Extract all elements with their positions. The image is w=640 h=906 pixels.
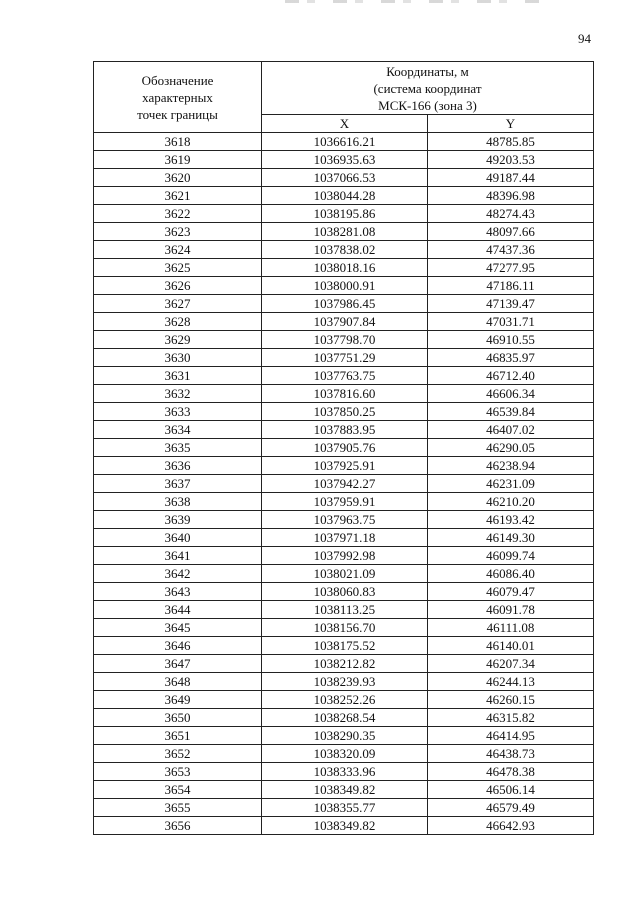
x-coordinate-cell: 1036935.63 xyxy=(262,151,428,169)
coords-header-line: (система координат xyxy=(373,80,482,96)
y-coordinate-cell: 49203.53 xyxy=(428,151,594,169)
y-coordinate-cell: 46140.01 xyxy=(428,637,594,655)
point-id-cell: 3619 xyxy=(94,151,262,169)
y-coordinate-cell: 46910.55 xyxy=(428,331,594,349)
y-coordinate-cell: 47031.71 xyxy=(428,313,594,331)
table-row xyxy=(94,691,594,709)
point-id-cell: 3651 xyxy=(94,727,262,745)
x-coordinate-cell: 1038212.82 xyxy=(262,655,428,673)
y-coordinate-cell: 48396.98 xyxy=(428,187,594,205)
x-coordinate-cell: 1037838.02 xyxy=(262,241,428,259)
table-row xyxy=(94,205,594,223)
y-coordinate-cell: 46210.20 xyxy=(428,493,594,511)
point-id-cell: 3646 xyxy=(94,637,262,655)
point-id-cell: 3644 xyxy=(94,601,262,619)
table-row xyxy=(94,277,594,295)
y-coordinate-cell: 46835.97 xyxy=(428,349,594,367)
table-row xyxy=(94,583,594,601)
point-id-cell: 3634 xyxy=(94,421,262,439)
x-coordinate-cell: 1038239.93 xyxy=(262,673,428,691)
x-coordinate-cell: 1037798.70 xyxy=(262,331,428,349)
x-coordinate-cell: 1037959.91 xyxy=(262,493,428,511)
x-coordinate-cell: 1037751.29 xyxy=(262,349,428,367)
x-coordinate-cell: 1038281.08 xyxy=(262,223,428,241)
table-row xyxy=(94,709,594,727)
point-id-cell: 3626 xyxy=(94,277,262,295)
table-row xyxy=(94,673,594,691)
page-number: 94 xyxy=(578,31,591,46)
y-coordinate-cell: 48785.85 xyxy=(428,133,594,151)
table-row xyxy=(94,133,594,151)
x-coordinate-cell: 1037925.91 xyxy=(262,457,428,475)
y-coordinate-cell: 46231.09 xyxy=(428,475,594,493)
table-row xyxy=(94,421,594,439)
y-coordinate-cell: 48274.43 xyxy=(428,205,594,223)
y-column-header: Y xyxy=(428,115,594,133)
y-coordinate-cell: 46438.73 xyxy=(428,745,594,763)
point-id-cell: 3641 xyxy=(94,547,262,565)
y-coordinate-cell: 46099.74 xyxy=(428,547,594,565)
x-coordinate-cell: 1038195.86 xyxy=(262,205,428,223)
y-coordinate-cell: 46260.15 xyxy=(428,691,594,709)
table-row xyxy=(94,169,594,187)
table-row xyxy=(94,493,594,511)
table-row xyxy=(94,817,594,835)
point-id-cell: 3647 xyxy=(94,655,262,673)
y-coordinate-cell: 46478.38 xyxy=(428,763,594,781)
x-coordinate-cell: 1037816.60 xyxy=(262,385,428,403)
coords-header-line: Координаты, м xyxy=(386,63,469,79)
point-id-cell: 3620 xyxy=(94,169,262,187)
y-coordinate-cell: 46407.02 xyxy=(428,421,594,439)
table-row xyxy=(94,655,594,673)
table-row xyxy=(94,295,594,313)
y-coordinate-cell: 46086.40 xyxy=(428,565,594,583)
point-id-cell: 3638 xyxy=(94,493,262,511)
table-row xyxy=(94,403,594,421)
point-id-cell: 3635 xyxy=(94,439,262,457)
y-coordinate-cell: 46238.94 xyxy=(428,457,594,475)
table-row xyxy=(94,727,594,745)
point-id-cell: 3654 xyxy=(94,781,262,799)
coords-header-line: МСК-166 (зона 3) xyxy=(378,97,477,113)
point-id-cell: 3627 xyxy=(94,295,262,313)
point-id-cell: 3648 xyxy=(94,673,262,691)
y-coordinate-cell: 46193.42 xyxy=(428,511,594,529)
x-coordinate-cell: 1037907.84 xyxy=(262,313,428,331)
x-coordinate-cell: 1037992.98 xyxy=(262,547,428,565)
x-coordinate-cell: 1037942.27 xyxy=(262,475,428,493)
y-coordinate-cell: 46207.34 xyxy=(428,655,594,673)
point-id-cell: 3625 xyxy=(94,259,262,277)
table-row xyxy=(94,151,594,169)
table-row xyxy=(94,529,594,547)
x-coordinate-cell: 1038268.54 xyxy=(262,709,428,727)
y-coordinate-cell: 46244.13 xyxy=(428,673,594,691)
point-header-line: точек границы xyxy=(137,106,218,122)
x-coordinate-cell: 1038000.91 xyxy=(262,277,428,295)
point-id-cell: 3622 xyxy=(94,205,262,223)
y-coordinate-cell: 46606.34 xyxy=(428,385,594,403)
table-row xyxy=(94,457,594,475)
table-row xyxy=(94,223,594,241)
table-row xyxy=(94,511,594,529)
x-coordinate-cell: 1038044.28 xyxy=(262,187,428,205)
x-coordinate-cell: 1037850.25 xyxy=(262,403,428,421)
y-coordinate-cell: 48097.66 xyxy=(428,223,594,241)
x-coordinate-cell: 1037066.53 xyxy=(262,169,428,187)
y-coordinate-cell: 46712.40 xyxy=(428,367,594,385)
table-row xyxy=(94,241,594,259)
table-row xyxy=(94,331,594,349)
y-coordinate-cell: 46642.93 xyxy=(428,817,594,835)
y-coordinate-cell: 46079.47 xyxy=(428,583,594,601)
x-coordinate-cell: 1037763.75 xyxy=(262,367,428,385)
point-id-cell: 3618 xyxy=(94,133,262,151)
point-id-cell: 3642 xyxy=(94,565,262,583)
x-coordinate-cell: 1038060.83 xyxy=(262,583,428,601)
point-id-cell: 3637 xyxy=(94,475,262,493)
x-coordinate-cell: 1038290.35 xyxy=(262,727,428,745)
y-coordinate-cell: 47186.11 xyxy=(428,277,594,295)
point-designation-header xyxy=(94,62,262,133)
y-coordinate-cell: 46315.82 xyxy=(428,709,594,727)
x-coordinate-cell: 1036616.21 xyxy=(262,133,428,151)
scan-artifact xyxy=(285,0,545,3)
coordinates-table xyxy=(93,61,594,835)
table-row xyxy=(94,565,594,583)
point-id-cell: 3655 xyxy=(94,799,262,817)
y-coordinate-cell: 46579.49 xyxy=(428,799,594,817)
table-row xyxy=(94,547,594,565)
point-id-cell: 3656 xyxy=(94,817,262,835)
y-coordinate-cell: 46414.95 xyxy=(428,727,594,745)
x-coordinate-cell: 1038156.70 xyxy=(262,619,428,637)
point-header-line: характерных xyxy=(142,89,213,105)
x-coordinate-cell: 1038349.82 xyxy=(262,781,428,799)
x-coordinate-cell: 1038355.77 xyxy=(262,799,428,817)
point-id-cell: 3653 xyxy=(94,763,262,781)
point-id-cell: 3629 xyxy=(94,331,262,349)
x-coordinate-cell: 1037986.45 xyxy=(262,295,428,313)
point-id-cell: 3623 xyxy=(94,223,262,241)
y-coordinate-cell: 47437.36 xyxy=(428,241,594,259)
point-id-cell: 3652 xyxy=(94,745,262,763)
x-coordinate-cell: 1038113.25 xyxy=(262,601,428,619)
table-row xyxy=(94,475,594,493)
x-coordinate-cell: 1038252.26 xyxy=(262,691,428,709)
x-coordinate-cell: 1038018.16 xyxy=(262,259,428,277)
table-row xyxy=(94,637,594,655)
x-column-header: X xyxy=(262,115,428,133)
y-coordinate-cell: 49187.44 xyxy=(428,169,594,187)
point-id-cell: 3645 xyxy=(94,619,262,637)
table-row xyxy=(94,259,594,277)
point-id-cell: 3649 xyxy=(94,691,262,709)
table-row xyxy=(94,439,594,457)
x-coordinate-cell: 1038333.96 xyxy=(262,763,428,781)
point-id-cell: 3621 xyxy=(94,187,262,205)
y-coordinate-cell: 46539.84 xyxy=(428,403,594,421)
table-row xyxy=(94,619,594,637)
x-coordinate-cell: 1037905.76 xyxy=(262,439,428,457)
y-coordinate-cell: 46506.14 xyxy=(428,781,594,799)
point-id-cell: 3633 xyxy=(94,403,262,421)
table-row xyxy=(94,763,594,781)
y-coordinate-cell: 46290.05 xyxy=(428,439,594,457)
table-row xyxy=(94,601,594,619)
x-coordinate-cell: 1038349.82 xyxy=(262,817,428,835)
x-coordinate-cell: 1037883.95 xyxy=(262,421,428,439)
table-row xyxy=(94,799,594,817)
point-id-cell: 3628 xyxy=(94,313,262,331)
table-row xyxy=(94,187,594,205)
table-body xyxy=(94,133,594,835)
point-id-cell: 3632 xyxy=(94,385,262,403)
point-id-cell: 3639 xyxy=(94,511,262,529)
table-row xyxy=(94,781,594,799)
y-coordinate-cell: 47139.47 xyxy=(428,295,594,313)
point-id-cell: 3640 xyxy=(94,529,262,547)
point-id-cell: 3650 xyxy=(94,709,262,727)
table-row xyxy=(94,367,594,385)
y-coordinate-cell: 46149.30 xyxy=(428,529,594,547)
y-coordinate-cell: 46111.08 xyxy=(428,619,594,637)
y-coordinate-cell: 47277.95 xyxy=(428,259,594,277)
x-coordinate-cell: 1037963.75 xyxy=(262,511,428,529)
x-coordinate-cell: 1038320.09 xyxy=(262,745,428,763)
point-id-cell: 3636 xyxy=(94,457,262,475)
x-coordinate-cell: 1038175.52 xyxy=(262,637,428,655)
point-header-line: Обозначение xyxy=(141,72,214,88)
y-coordinate-cell: 46091.78 xyxy=(428,601,594,619)
table-row xyxy=(94,385,594,403)
point-id-cell: 3643 xyxy=(94,583,262,601)
table-row xyxy=(94,745,594,763)
coordinates-header xyxy=(262,62,594,115)
point-id-cell: 3630 xyxy=(94,349,262,367)
x-coordinate-cell: 1038021.09 xyxy=(262,565,428,583)
point-id-cell: 3624 xyxy=(94,241,262,259)
table-row xyxy=(94,349,594,367)
table-row xyxy=(94,313,594,331)
table-header xyxy=(94,62,594,133)
point-id-cell: 3631 xyxy=(94,367,262,385)
x-coordinate-cell: 1037971.18 xyxy=(262,529,428,547)
